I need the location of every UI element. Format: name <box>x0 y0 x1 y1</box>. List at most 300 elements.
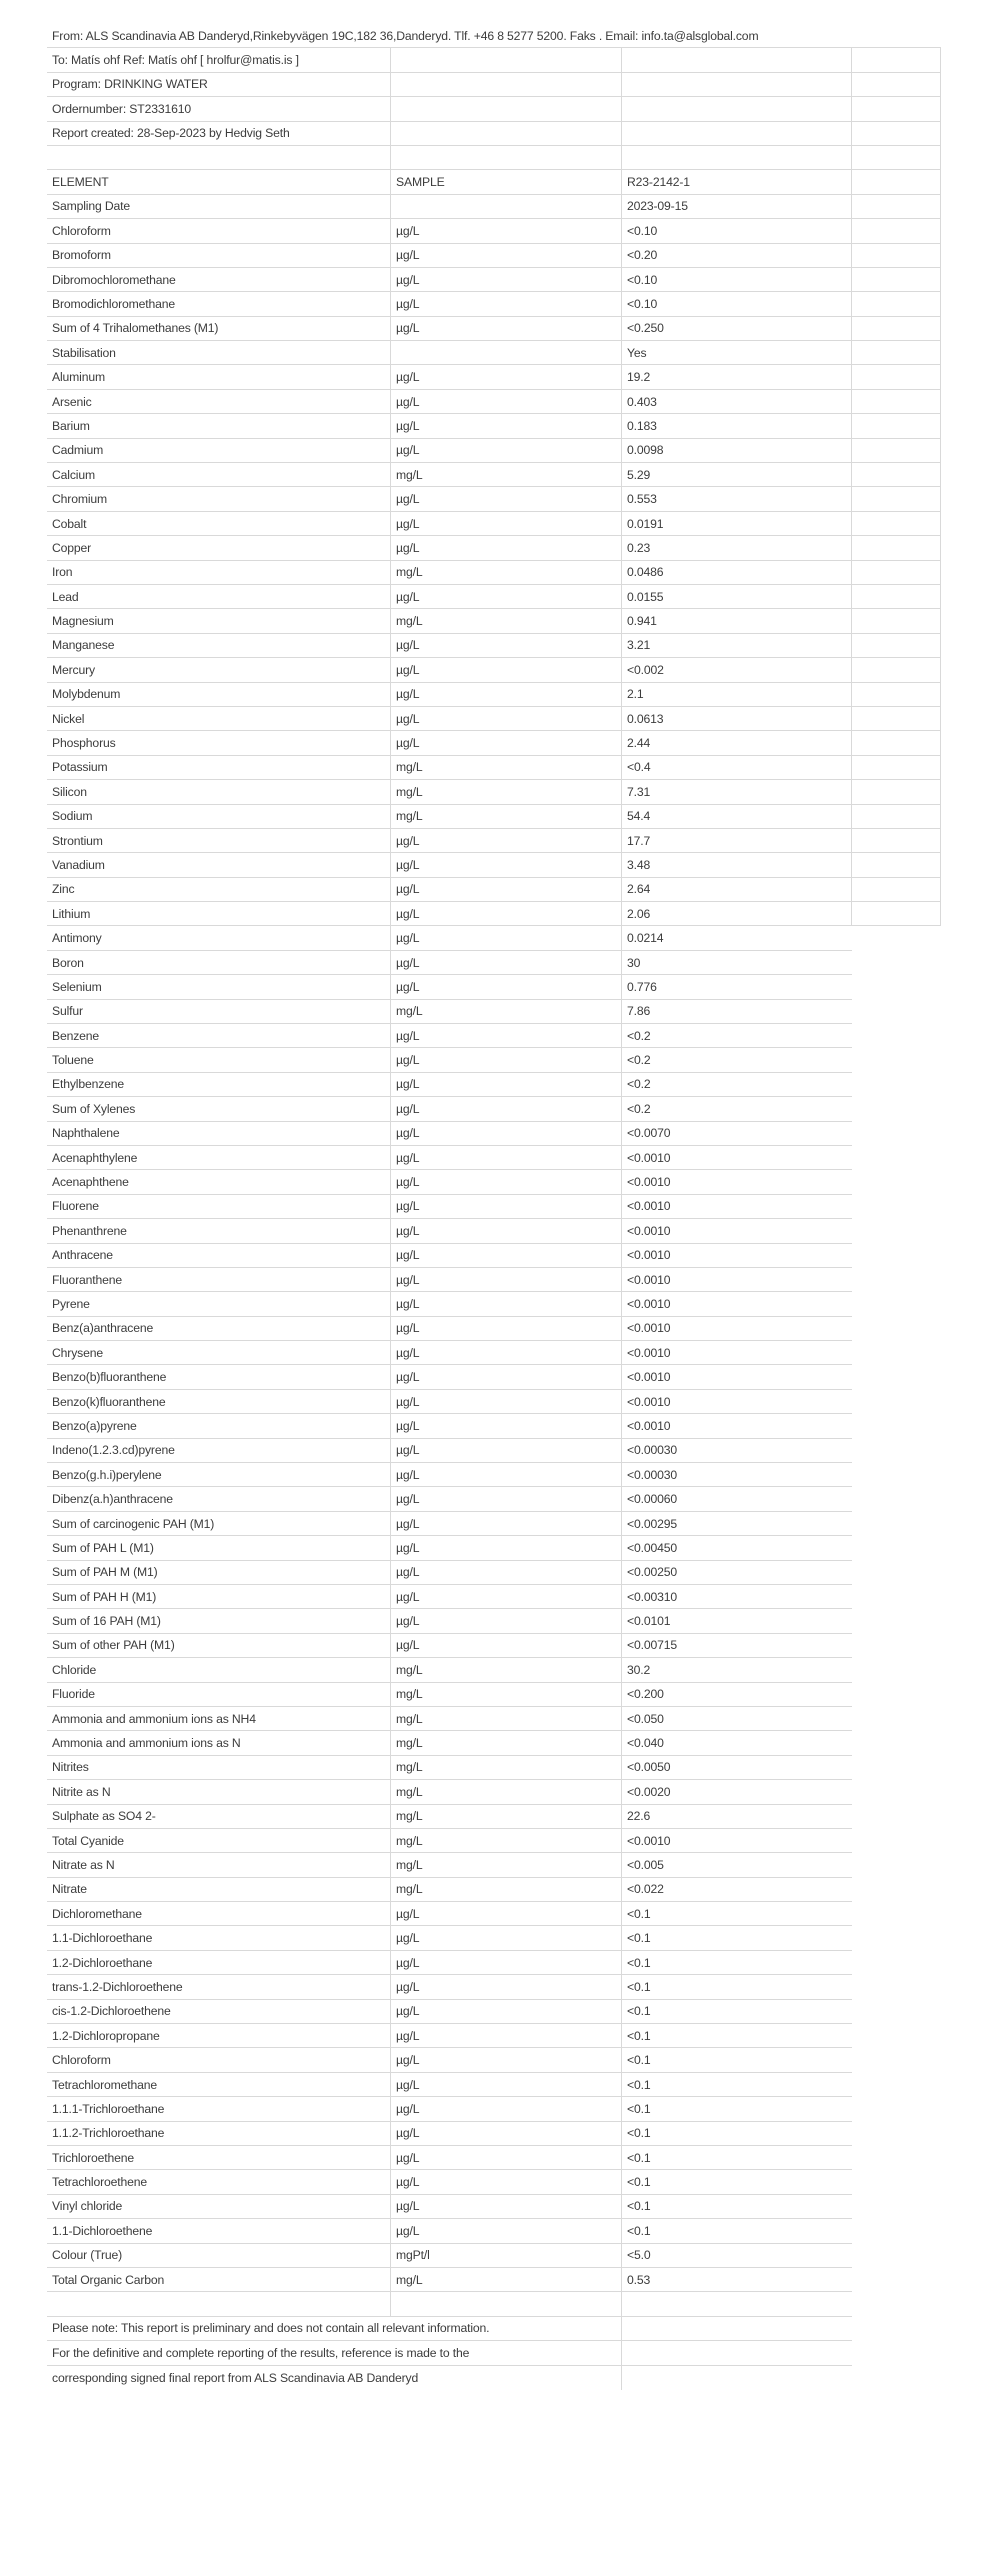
empty-cell <box>391 97 622 120</box>
element-cell: Strontium <box>47 829 391 852</box>
value-cell: <0.2 <box>627 1028 651 1043</box>
element-cell: Lithium <box>47 902 391 925</box>
unit-cell: µg/L <box>391 1512 622 1535</box>
unit-cell: µg/L <box>391 1122 622 1145</box>
table-row <box>47 1073 852 1097</box>
value-cell: <0.0010 <box>627 1345 671 1360</box>
value-cell: <0.0010 <box>627 1370 671 1385</box>
unit-cell: µg/L <box>391 1048 622 1071</box>
unit-cell: mg/L <box>391 561 622 584</box>
from-address-text: From: ALS Scandinavia AB Danderyd,Rinkebyvägen 19C,182 36,Danderyd. Tlf. +46 8 5277 5200. Faks . Email: info.ta@alsglobal.com <box>52 28 759 43</box>
empty-cell <box>852 683 941 706</box>
table-row <box>47 1268 852 1292</box>
empty-cell <box>852 292 941 315</box>
element-cell: Bromodichloromethane <box>47 292 391 315</box>
value-cell: 30 <box>627 955 641 970</box>
table-row <box>47 1048 852 1072</box>
table-row <box>47 1658 852 1682</box>
table-row <box>47 1731 852 1755</box>
empty-cell <box>852 829 941 852</box>
value-cell: <0.0010 <box>627 1418 671 1433</box>
unit-cell: mg/L <box>391 756 622 779</box>
table-row <box>47 1878 852 1902</box>
table-row <box>47 902 941 926</box>
table-row <box>47 1000 852 1024</box>
unit-cell: mg/L <box>391 1658 622 1681</box>
element-cell: Zinc <box>47 878 391 901</box>
unit-cell: µg/L <box>391 1390 622 1413</box>
unit-cell: µg/L <box>391 829 622 852</box>
unit-cell: mg/L <box>391 1000 622 1023</box>
value-cell: <0.20 <box>622 244 852 267</box>
column-header-row <box>47 170 941 194</box>
value-cell: 30.2 <box>627 1662 651 1677</box>
value-cell: <0.0010 <box>627 1833 671 1848</box>
column-header-sample-id: R23-2142-1 <box>622 170 852 193</box>
value-cell: 0.403 <box>622 390 852 413</box>
table-row <box>47 1341 852 1365</box>
unit-cell: µg/L <box>391 365 622 388</box>
element-cell: Ethylbenzene <box>47 1073 391 1096</box>
value-cell: <0.0010 <box>627 1223 671 1238</box>
footer-note-row <box>47 2341 852 2365</box>
unit-cell: µg/L <box>391 731 622 754</box>
table-row <box>47 829 941 853</box>
unit-cell: µg/L <box>391 1585 622 1608</box>
table-row <box>47 341 941 365</box>
empty-cell <box>852 268 941 291</box>
unit-cell: µg/L <box>391 536 622 559</box>
unit-cell: µg/L <box>391 2122 622 2145</box>
value-cell: <0.1 <box>627 1979 651 1994</box>
value-cell: <0.1 <box>627 2175 651 2190</box>
table-row <box>47 365 941 389</box>
element-cell: Sampling Date <box>47 195 391 218</box>
element-cell: Magnesium <box>47 609 391 632</box>
element-cell: Cobalt <box>47 512 391 535</box>
table-row <box>47 975 852 999</box>
unit-cell: mg/L <box>391 609 622 632</box>
element-cell: Bromoform <box>47 244 391 267</box>
element-cell: Aluminum <box>47 365 391 388</box>
value-cell: 0.776 <box>627 979 657 994</box>
value-cell: <0.040 <box>627 1736 664 1751</box>
element-cell: Nitrites <box>47 1756 391 1779</box>
unit-cell: mg/L <box>391 1780 622 1803</box>
empty-cell <box>622 2366 852 2390</box>
empty-cell <box>622 2292 852 2315</box>
table-row <box>47 2122 852 2146</box>
table-row <box>47 1634 852 1658</box>
unit-cell: µg/L <box>391 487 622 510</box>
element-cell: Dichloromethane <box>47 1902 391 1925</box>
value-cell: <0.250 <box>622 317 852 340</box>
element-cell: Copper <box>47 536 391 559</box>
value-cell: <0.0010 <box>627 1297 671 1311</box>
table-row <box>47 414 941 438</box>
value-cell: <0.005 <box>627 1857 664 1872</box>
empty-cell <box>852 878 941 901</box>
element-cell: Vanadium <box>47 853 391 876</box>
value-cell: <0.050 <box>627 1711 664 1726</box>
unit-cell: µg/L <box>391 1365 622 1388</box>
unit-cell: µg/L <box>391 1097 622 1120</box>
value-cell: <0.00250 <box>627 1565 677 1580</box>
unit-cell: µg/L <box>391 512 622 535</box>
element-cell: Nitrite as N <box>47 1780 391 1803</box>
element-cell: Indeno(1.2.3.cd)pyrene <box>47 1439 391 1462</box>
empty-cell <box>391 146 622 169</box>
table-row <box>47 1902 852 1926</box>
unit-cell: µg/L <box>391 1975 622 1998</box>
element-cell: Fluorene <box>47 1195 391 1218</box>
unit-cell: mg/L <box>391 1805 622 1828</box>
unit-cell: mg/L <box>391 463 622 486</box>
table-row <box>47 1780 852 1804</box>
empty-cell <box>391 122 622 145</box>
table-row <box>47 1122 852 1146</box>
unit-cell: µg/L <box>391 1341 622 1364</box>
empty-cell <box>622 146 852 169</box>
program-text: Program: DRINKING WATER <box>47 73 391 96</box>
unit-cell: µg/L <box>391 902 622 925</box>
value-cell: 0.0613 <box>622 707 852 730</box>
value-cell: <0.00295 <box>627 1516 677 1531</box>
unit-cell: mg/L <box>391 1853 622 1876</box>
table-row <box>47 1146 852 1170</box>
table-row <box>47 1487 852 1511</box>
element-cell: Benzene <box>47 1024 391 1047</box>
value-cell: <0.0010 <box>627 1175 671 1190</box>
unit-cell: mg/L <box>391 1683 622 1706</box>
element-cell: Manganese <box>47 634 391 657</box>
table-row <box>47 1365 852 1389</box>
unit-cell: µg/L <box>391 951 622 974</box>
value-cell: 0.0098 <box>622 439 852 462</box>
table-row <box>47 1609 852 1633</box>
value-cell: <0.1 <box>627 2028 651 2043</box>
unit-cell: µg/L <box>391 1902 622 1925</box>
element-cell: Benz(a)anthracene <box>47 1317 391 1340</box>
unit-cell: µg/L <box>391 585 622 608</box>
table-row <box>47 1390 852 1414</box>
empty-cell <box>852 585 941 608</box>
value-cell: <0.0050 <box>627 1760 671 1775</box>
value-cell: 0.53 <box>627 2272 651 2287</box>
unit-cell: µg/L <box>391 1268 622 1291</box>
value-cell: <0.0010 <box>627 1321 671 1336</box>
empty-cell <box>622 2341 852 2364</box>
value-cell: 0.183 <box>622 414 852 437</box>
value-cell: <0.0020 <box>627 1784 671 1799</box>
table-row <box>47 853 941 877</box>
element-cell: 1.1-Dichloroethane <box>47 1926 391 1949</box>
value-cell: 0.553 <box>622 487 852 510</box>
unit-cell: µg/L <box>391 853 622 876</box>
empty-cell <box>852 341 941 364</box>
element-cell: Dibenz(a.h)anthracene <box>47 1487 391 1510</box>
table-row <box>47 2024 852 2048</box>
element-cell: Fluoride <box>47 1683 391 1706</box>
table-row <box>47 1536 852 1560</box>
empty-cell <box>391 48 622 71</box>
table-row <box>47 1926 852 1950</box>
element-cell: Calcium <box>47 463 391 486</box>
ordernumber-text: Ordernumber: ST2331610 <box>47 97 391 120</box>
value-cell: <0.00030 <box>627 1467 677 1482</box>
unit-cell: µg/L <box>391 1951 622 1974</box>
unit-cell: µg/L <box>391 1463 622 1486</box>
empty-cell <box>622 122 852 145</box>
table-row <box>47 439 941 463</box>
unit-cell: mg/L <box>391 1878 622 1901</box>
table-row <box>47 683 941 707</box>
value-cell: <0.10 <box>622 292 852 315</box>
footer-note-line: For the definitive and complete reporting of the results, reference is made to the <box>47 2341 622 2364</box>
element-cell: 1.2-Dichloropropane <box>47 2024 391 2047</box>
table-row <box>47 805 941 829</box>
header-row-report-created <box>47 122 941 146</box>
value-cell: <0.0010 <box>627 1150 671 1165</box>
element-cell: Sulfur <box>47 1000 391 1023</box>
unit-cell: µg/L <box>391 1195 622 1218</box>
table-row <box>47 1829 852 1853</box>
table-row <box>47 195 941 219</box>
element-cell: Fluoranthene <box>47 1268 391 1291</box>
value-cell: <0.1 <box>627 2150 651 2165</box>
unit-cell: mg/L <box>391 1731 622 1754</box>
empty-cell <box>852 195 941 218</box>
empty-cell <box>852 365 941 388</box>
element-cell: Arsenic <box>47 390 391 413</box>
unit-cell: µg/L <box>391 1414 622 1437</box>
unit-cell: µg/L <box>391 317 622 340</box>
element-cell: Nitrate as N <box>47 1853 391 1876</box>
element-cell: Benzo(a)pyrene <box>47 1414 391 1437</box>
spacer-row <box>47 2292 852 2316</box>
table-row <box>47 1097 852 1121</box>
value-cell: <0.2 <box>627 1101 651 1116</box>
element-cell: Nickel <box>47 707 391 730</box>
value-cell: <0.022 <box>627 1882 664 1897</box>
value-cell: <0.00450 <box>627 1540 677 1555</box>
unit-cell: µg/L <box>391 683 622 706</box>
element-cell: 1.1.2-Trichloroethane <box>47 2122 391 2145</box>
empty-cell <box>852 707 941 730</box>
element-cell: Chloroform <box>47 2048 391 2071</box>
unit-cell: µg/L <box>391 414 622 437</box>
element-cell: Barium <box>47 414 391 437</box>
unit-cell: µg/L <box>391 1170 622 1193</box>
table-row <box>47 1414 852 1438</box>
table-row <box>47 878 941 902</box>
element-cell: Ammonia and ammonium ions as NH4 <box>47 1707 391 1730</box>
element-cell: Dibromochloromethane <box>47 268 391 291</box>
value-cell: 22.6 <box>627 1809 651 1824</box>
unit-cell: µg/L <box>391 439 622 462</box>
empty-cell <box>47 2292 391 2315</box>
table-row <box>47 1292 852 1316</box>
empty-cell <box>852 48 941 71</box>
empty-cell <box>852 73 941 96</box>
table-row <box>47 2097 852 2121</box>
table-row <box>47 1170 852 1194</box>
empty-cell <box>622 48 852 71</box>
value-cell: <5.0 <box>627 2248 651 2263</box>
element-cell: Toluene <box>47 1048 391 1071</box>
table-row <box>47 731 941 755</box>
unit-cell <box>391 341 622 364</box>
unit-cell: µg/L <box>391 878 622 901</box>
table-row <box>47 1707 852 1731</box>
unit-cell: µg/L <box>391 2073 622 2096</box>
table-row <box>47 317 941 341</box>
value-cell: 2.06 <box>622 902 852 925</box>
value-cell: <0.0070 <box>627 1126 671 1141</box>
element-cell: Ammonia and ammonium ions as N <box>47 1731 391 1754</box>
empty-cell <box>852 146 941 169</box>
value-cell: <0.1 <box>627 2199 651 2214</box>
table-row <box>47 1512 852 1536</box>
value-cell: <0.0010 <box>627 1394 671 1409</box>
element-cell: Chromium <box>47 487 391 510</box>
empty-cell <box>852 219 941 242</box>
table-row <box>47 219 941 243</box>
table-row <box>47 951 852 975</box>
element-cell: Benzo(b)fluoranthene <box>47 1365 391 1388</box>
element-cell: Chloroform <box>47 219 391 242</box>
element-cell: Tetrachloromethane <box>47 2073 391 2096</box>
value-cell: 0.0155 <box>622 585 852 608</box>
value-cell: <0.4 <box>622 756 852 779</box>
empty-cell <box>852 609 941 632</box>
value-cell: <0.002 <box>622 658 852 681</box>
table-row <box>47 1439 852 1463</box>
element-cell: 1.1.1-Trichloroethane <box>47 2097 391 2120</box>
value-cell: <0.1 <box>627 2053 651 2068</box>
unit-cell: µg/L <box>391 1487 622 1510</box>
value-cell: 0.0486 <box>622 561 852 584</box>
value-cell: 0.23 <box>622 536 852 559</box>
value-cell: 19.2 <box>622 365 852 388</box>
table-row <box>47 926 852 950</box>
element-cell: Total Organic Carbon <box>47 2268 391 2291</box>
element-cell: Sodium <box>47 805 391 828</box>
empty-cell <box>852 805 941 828</box>
element-cell: Phosphorus <box>47 731 391 754</box>
empty-cell <box>622 2317 852 2340</box>
table-row <box>47 1756 852 1780</box>
unit-cell: mg/L <box>391 780 622 803</box>
element-cell: Tetrachloroethene <box>47 2170 391 2193</box>
table-row <box>47 2000 852 2024</box>
table-row <box>47 707 941 731</box>
table-row <box>47 1463 852 1487</box>
empty-cell <box>622 97 852 120</box>
element-cell: Sum of 4 Trihalomethanes (M1) <box>47 317 391 340</box>
header-row-program <box>47 73 941 97</box>
element-cell: Silicon <box>47 780 391 803</box>
table-row <box>47 1951 852 1975</box>
unit-cell: µg/L <box>391 1317 622 1340</box>
header-row-ordernumber <box>47 97 941 121</box>
unit-cell: µg/L <box>391 390 622 413</box>
table-row <box>47 1024 852 1048</box>
value-cell: <0.2 <box>627 1077 651 1092</box>
value-cell: <0.00060 <box>627 1492 677 1507</box>
table-row <box>47 2268 852 2292</box>
table-row <box>47 268 941 292</box>
value-cell: 7.31 <box>622 780 852 803</box>
table-row <box>47 1585 852 1609</box>
table-row <box>47 2244 852 2268</box>
header-row-from <box>47 24 941 48</box>
value-cell: 2023-09-15 <box>622 195 852 218</box>
empty-cell <box>852 902 941 925</box>
empty-cell <box>47 146 391 169</box>
element-cell: 1.1-Dichloroethene <box>47 2219 391 2242</box>
lab-report-sheet <box>47 24 941 2390</box>
element-cell: Chrysene <box>47 1341 391 1364</box>
unit-cell: µg/L <box>391 926 622 949</box>
value-cell: <0.0010 <box>627 1248 671 1263</box>
value-cell: <0.0010 <box>627 1272 671 1287</box>
table-row <box>47 1195 852 1219</box>
unit-cell: µg/L <box>391 634 622 657</box>
unit-cell: µg/L <box>391 268 622 291</box>
unit-cell: mg/L <box>391 1707 622 1730</box>
table-row <box>47 561 941 585</box>
footer-note-line: corresponding signed final report from ALS Scandinavia AB Danderyd <box>47 2366 622 2390</box>
element-cell: Acenaphthene <box>47 1170 391 1193</box>
table-row <box>47 1853 852 1877</box>
unit-cell: mg/L <box>391 1829 622 1852</box>
value-cell: <0.10 <box>622 268 852 291</box>
column-header-sample: SAMPLE <box>391 170 622 193</box>
empty-cell <box>391 2292 622 2315</box>
table-row <box>47 2146 852 2170</box>
value-cell: 17.7 <box>622 829 852 852</box>
unit-cell: µg/L <box>391 2170 622 2193</box>
table-row <box>47 390 941 414</box>
header-row-to <box>47 48 941 72</box>
element-cell: Sum of PAH L (M1) <box>47 1536 391 1559</box>
footer-note-row <box>47 2317 852 2341</box>
table-row <box>47 2219 852 2243</box>
empty-cell <box>622 73 852 96</box>
value-cell: 0.941 <box>622 609 852 632</box>
unit-cell: µg/L <box>391 2146 622 2169</box>
empty-cell <box>852 658 941 681</box>
unit-cell: mgPt/l <box>391 2244 622 2267</box>
element-cell: trans-1.2-Dichloroethene <box>47 1975 391 1998</box>
element-cell: Iron <box>47 561 391 584</box>
unit-cell: µg/L <box>391 2195 622 2218</box>
element-cell: Sum of PAH M (M1) <box>47 1561 391 1584</box>
value-cell: 3.21 <box>622 634 852 657</box>
table-row <box>47 2048 852 2072</box>
value-cell: 2.64 <box>622 878 852 901</box>
value-cell: <0.2 <box>627 1053 651 1068</box>
table-row <box>47 634 941 658</box>
empty-cell <box>391 73 622 96</box>
element-cell: Sulphate as SO4 2- <box>47 1805 391 1828</box>
empty-cell <box>852 561 941 584</box>
to-text: To: Matís ohf Ref: Matís ohf [ hrolfur@matis.is ] <box>47 48 391 71</box>
unit-cell: µg/L <box>391 2000 622 2023</box>
table-row <box>47 512 941 536</box>
unit-cell: µg/L <box>391 1024 622 1047</box>
